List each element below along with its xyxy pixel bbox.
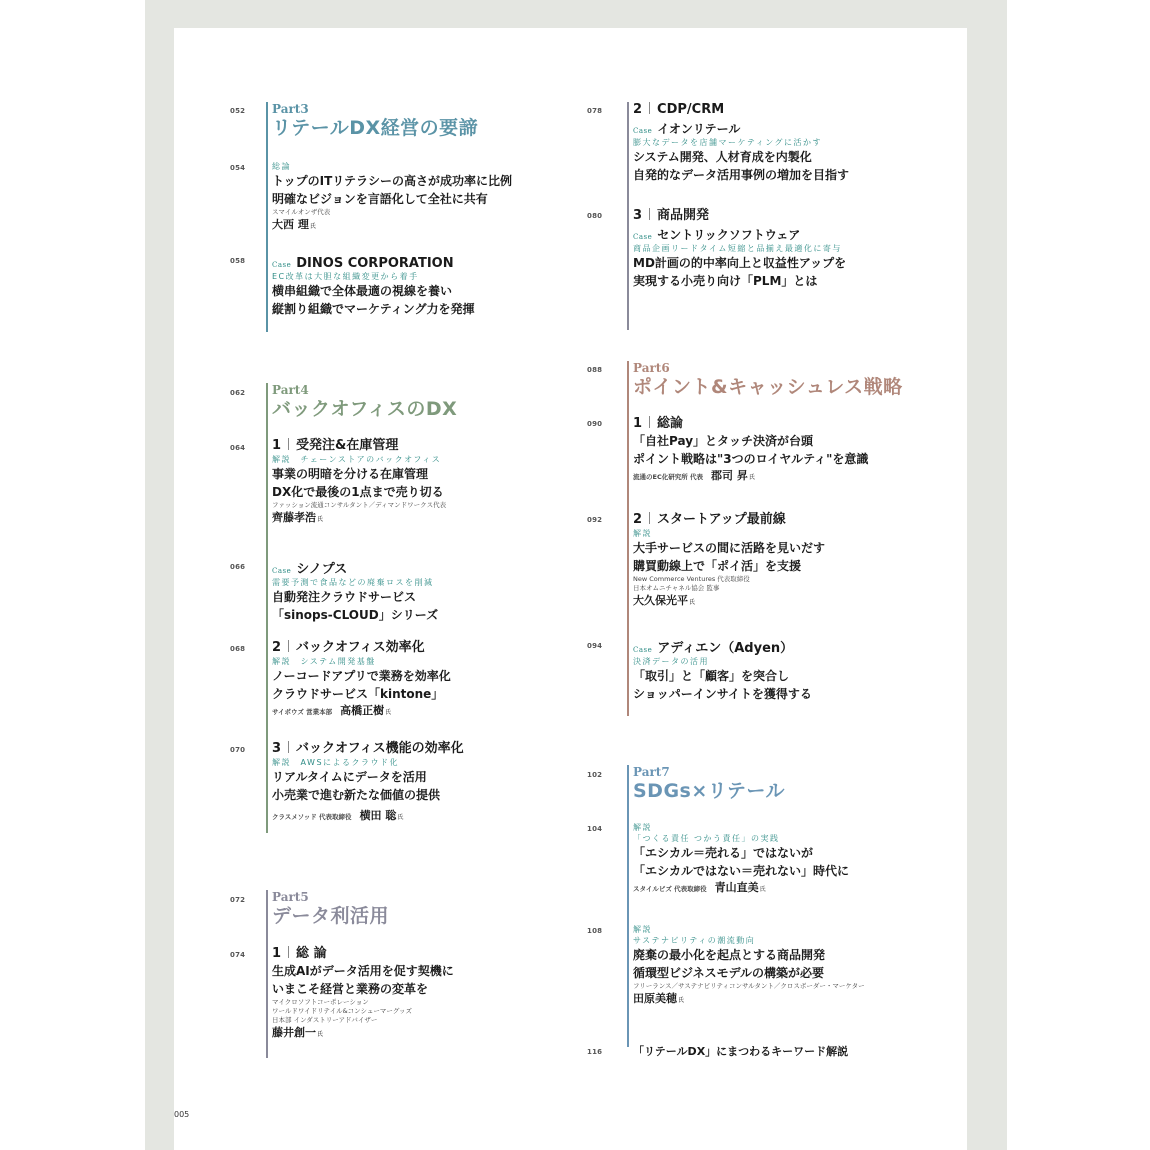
entry-subtitle: サステナビリティの潮流動向 xyxy=(633,936,756,945)
entry-headline: 自発的なデータ活用事例の増加を目指す xyxy=(633,168,850,182)
case-name: イオンリテール xyxy=(657,122,741,136)
page-number: 090 xyxy=(587,420,603,428)
page-number: 058 xyxy=(230,257,246,265)
toc-entry xyxy=(272,438,446,527)
part3-bar xyxy=(266,102,268,332)
entry-headline: リアルタイムにデータを活用 xyxy=(272,770,427,784)
toc-entry xyxy=(633,924,865,1008)
toc-entry xyxy=(633,512,825,610)
part-title: データ利活用 xyxy=(272,905,390,927)
section-heading: 1 受発注&在庫管理 xyxy=(272,438,399,453)
entry-headline: ノーコードアプリで業務を効率化 xyxy=(272,669,451,683)
section-heading: 3 商品開発 xyxy=(633,208,710,223)
entry-subtitle: 解説 xyxy=(633,529,652,538)
part5-bar xyxy=(266,890,268,1058)
entry-headline: 縦割り組織でマーケティング力を発揮 xyxy=(272,302,475,316)
section-heading: 1 総論 xyxy=(633,416,684,431)
author-name: 大西 理氏 xyxy=(272,218,316,231)
part-tag: Part7 xyxy=(633,765,670,779)
toc-entry xyxy=(272,741,464,825)
entry-headline: いまこそ経営と業務の変革を xyxy=(272,982,429,996)
part3-header xyxy=(272,102,478,140)
entry-headline: 横串組織で全体最適の視線を養い xyxy=(272,284,453,298)
entry-subtitle: 需要予測で食品などの廃棄ロスを削減 xyxy=(272,578,434,587)
author-name: 大久保光平氏 xyxy=(633,594,696,607)
author-name: 流通のEC化研究所 代表 郡司 昇氏 xyxy=(633,469,755,482)
part-tag: Part3 xyxy=(272,102,309,116)
entry-headline: 循環型ビジネスモデルの構築が必要 xyxy=(633,966,825,980)
part-title: SDGs×リテール xyxy=(633,780,786,802)
page-number: 062 xyxy=(230,389,246,397)
entry-subtitle: 解説 システム開発基盤 xyxy=(272,657,376,666)
author-role: 日本部 インダストリーアドバイザー xyxy=(272,1016,378,1024)
entry-subtitle: 「つくる責任 つかう責任」の実践 xyxy=(633,834,780,843)
entry-subtitle: 解説 xyxy=(633,925,652,934)
case-name: アディエン（Adyen） xyxy=(657,641,794,656)
case-name: セントリックソフトウェア xyxy=(657,228,801,242)
toc-entry xyxy=(272,252,475,318)
page-number: 068 xyxy=(230,645,246,653)
entry-headline: 大手サービスの間に活路を見いだす xyxy=(633,541,826,555)
entry-headline: MD計画の的中率向上と収益性アップを xyxy=(633,256,847,270)
case-label: Case xyxy=(272,567,292,575)
author-role: フリーランス／サステナビリティコンサルタント／クロスボーダー・マーケター xyxy=(633,982,865,990)
entry-headline: 「エシカルではない＝売れない」時代に xyxy=(633,864,850,878)
entry-headline: トップのITリテラシーの高さが成功率に比例 xyxy=(272,174,513,188)
toc-entry xyxy=(272,640,451,720)
entry-subtitle: 決済データの活用 xyxy=(633,657,709,666)
toc-entry xyxy=(633,822,849,897)
entry-headline: 「取引」と「顧客」を突合し xyxy=(633,669,790,683)
part-tag: Part4 xyxy=(272,383,309,397)
case-name: シノプス xyxy=(296,562,348,577)
section-heading: 2 スタートアップ最前線 xyxy=(633,512,786,527)
page-number: 074 xyxy=(230,951,246,959)
entry-subtitle: 解説 AWSによるクラウド化 xyxy=(272,758,400,767)
entry-headline: 購買動線上で「ポイ活」を支援 xyxy=(633,559,802,573)
glossary-entry: 「リテールDX」にまつわるキーワード解説 xyxy=(633,1045,849,1058)
part4-header xyxy=(272,383,457,421)
part-title: リテールDX経営の要諦 xyxy=(272,117,479,139)
part-tag: Part5 xyxy=(272,890,309,904)
entry-headline: 「自社Pay」とタッチ決済が台頭 xyxy=(633,434,814,448)
author-role: マイクロソフトコーポレーション xyxy=(272,998,369,1006)
entry-headline: 廃棄の最小化を起点とする商品開発 xyxy=(633,948,826,962)
section-heading: 3 バックオフィス機能の効率化 xyxy=(272,741,464,756)
author-role: スマイルオンザ代表 xyxy=(272,208,331,216)
toc-entry xyxy=(633,102,849,184)
author-name: 藤井創一氏 xyxy=(272,1026,324,1039)
author-role: ファッション流通コンサルタント／ディマンドワークス代表 xyxy=(272,501,447,509)
author-name: クラスメソッド 代表取締役 横田 聡氏 xyxy=(272,809,404,822)
entry-headline: ポイント戦略は"3つのロイヤルティ"を意識 xyxy=(633,452,869,466)
author-name: 田原美穂氏 xyxy=(633,992,685,1005)
page-number: 072 xyxy=(230,896,246,904)
part-tag: Part6 xyxy=(633,361,670,375)
entry-subtitle: EC改革は大胆な組織変更から着手 xyxy=(272,272,419,281)
section-heading: 2 CDP/CRM xyxy=(633,102,725,117)
author-role: 日本オムニチャネル協会 監事 xyxy=(633,584,720,592)
page-number: 052 xyxy=(230,107,246,115)
section-heading: 1 総 論 xyxy=(272,946,327,961)
page-number: 102 xyxy=(587,771,603,779)
entry-headline: ショッパーインサイトを獲得する xyxy=(633,687,812,701)
entry-subtitle: 膨大なデータを店舗マーケティングに活かす xyxy=(633,138,823,147)
author-name: 齊藤孝浩氏 xyxy=(272,511,324,524)
case-label: Case xyxy=(272,261,292,269)
toc-entry xyxy=(272,558,438,624)
part7-bar xyxy=(627,765,629,1047)
entry-headline: 自動発注クラウドサービス xyxy=(272,590,417,604)
case-label: Case xyxy=(633,233,653,241)
entry-headline: 事業の明暗を分ける在庫管理 xyxy=(272,467,429,481)
entry-subtitle: 解説 xyxy=(633,823,652,832)
entry-subtitle: 総論 xyxy=(272,162,291,171)
author-name: スタイルピズ 代表取締役 青山直美氏 xyxy=(633,881,766,894)
entry-subtitle: 解説 チェーンストアのバックオフィス xyxy=(272,455,442,464)
part6-header xyxy=(633,361,903,399)
toc-entry xyxy=(272,946,454,1042)
toc-entry xyxy=(272,161,512,234)
page-number: 108 xyxy=(587,927,603,935)
page-number: 094 xyxy=(587,642,603,650)
section-heading: 2 バックオフィス効率化 xyxy=(272,640,425,655)
author-role: New Commerce Ventures 代表取締役 xyxy=(633,575,750,583)
toc-entry xyxy=(633,637,812,703)
part-title: バックオフィスのDX xyxy=(272,398,458,420)
entry-headline: 生成AIがデータ活用を促す契機に xyxy=(272,964,454,978)
page-number: 070 xyxy=(230,746,246,754)
page-sheet xyxy=(174,28,967,1150)
toc-entry xyxy=(633,416,868,485)
author-role: ワールドワイドリテイル&コンシューマーグッズ xyxy=(272,1007,413,1015)
page-number: 116 xyxy=(587,1048,603,1056)
entry-headline: DX化で最後の1点まで売り切る xyxy=(272,485,444,499)
entry-headline: 「エシカル＝売れる」ではないが xyxy=(633,846,814,860)
part5-continued-bar xyxy=(627,102,629,330)
part5-header xyxy=(272,890,389,928)
entry-headline: 小売業で進む新たな価値の提供 xyxy=(272,788,441,802)
entry-headline: 実現する小売り向け「PLM」とは xyxy=(633,274,818,288)
toc-entry xyxy=(633,208,846,290)
page-number: 064 xyxy=(230,444,246,452)
page-number: 078 xyxy=(587,107,603,115)
part7-header xyxy=(633,765,785,803)
entry-subtitle: 商品企画リードタイム短縮と品揃え最適化に寄与 xyxy=(633,244,842,253)
page-number: 066 xyxy=(230,563,246,571)
page-number: 088 xyxy=(587,366,603,374)
entry-headline: システム開発、人材育成を内製化 xyxy=(633,150,812,164)
author-name: サイボウズ 営業本部 高橋正樹氏 xyxy=(272,704,392,717)
entry-headline: クラウドサービス「kintone」 xyxy=(272,687,444,701)
entry-headline: 「sinops-CLOUD」シリーズ xyxy=(272,608,439,622)
entry-headline: 明確なビジョンを言語化して全社に共有 xyxy=(272,192,488,206)
part4-bar xyxy=(266,383,268,833)
page-number: 092 xyxy=(587,516,603,524)
page-number: 080 xyxy=(587,212,603,220)
page-number: 104 xyxy=(587,825,603,833)
page-number: 054 xyxy=(230,164,246,172)
part-title: ポイント&キャッシュレス戦略 xyxy=(633,376,903,398)
case-label: Case xyxy=(633,646,653,654)
case-name: DINOS CORPORATION xyxy=(296,256,454,271)
folio-number: 005 xyxy=(174,1110,190,1119)
case-label: Case xyxy=(633,127,653,135)
part6-bar xyxy=(627,361,629,716)
